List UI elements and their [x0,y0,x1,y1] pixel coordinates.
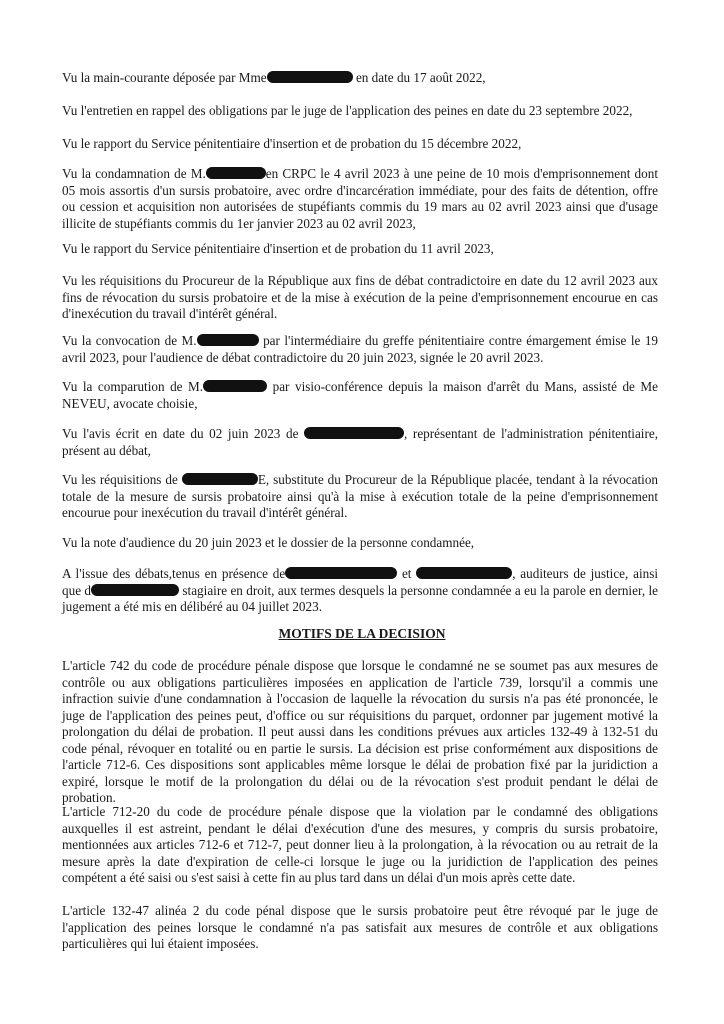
visa-note-audience: Vu la note d'audience du 20 juin 2023 et le dossier de la personne condamnée, [62,535,475,550]
visa-condamnation: Vu la condamnation de M. en CRPC le 4 avril 2023 à une peine de 10 mois d'emprisonnement dont 05 mois assortis d'un sursis probatoire, avec ordre d'incarcération immédiate, pour des faits de détention, offre ou cession et acquisition non autorisées de stupéfiants commis du 19 mars au 02 avril 2023 ainsi que d'usage illicite de stupéfiants commis du 1er janvier 2023 au 02 avril 2023, [62,166,658,231]
visa-entretien: Vu l'entretien en rappel des obligations par le juge de l'application des peines en date du 23 septembre 2022, [62,103,633,118]
redaction [304,427,404,439]
motif-article-712-20: L'article 712-20 du code de procédure pénale dispose que la violation par le condamné des obligations auxquelles il est astreint, pendant le délai d'exécution d'une des mesures, y compris du sursis probatoire, mentionnées aux articles 712-6 et 712-7, peut donner lieu à la prolongation, à la révocation ou au retrait de la mesure après la date d'expiration de celle-ci lorsque le juge ou la juridiction de l'application des peines compétent a été saisi ou s'est saisi à cette fin au plus tard dans un délai d'un mois après cette date. [62,804,658,885]
visa-requisitions-procureur: Vu les réquisitions du Procureur de la République aux fins de débat contradictoire en date du 12 avril 2023 aux fins de révocation du sursis probatoire et de la mise à exécution de la peine d'emprisonnement encourue en cas d'inexécution du travail d'intérêt général. [62,273,658,321]
motif-article-742: L'article 742 du code de procédure pénale dispose que lorsque le condamné ne se soumet pas aux mesures de contrôle ou aux obligations particulières imposées en application de l'article 739, lorsqu'il a commis une infraction suivie d'une condamnation à l'occasion de laquelle la révocation du sursis n'a pas été prononcée, le juge de l'application des peines peut, d'office ou sur réquisitions du parquet, ordonner par jugement motivé la prolongation du délai de probation. Il peut aussi dans les conditions prévues aux articles 132-49 à 132-51 du code pénal, révoquer en totalité ou en partie le sursis. La décision est prise conformément aux dispositions de l'article 712-6. Ces dispositions sont applicables même lorsque le délai de probation fixé par la juridiction a expiré, lorsque le motif de la prolongation du délai ou de la révocation s'est produit pendant le délai de probation. [62,658,658,805]
visa-rapport-spip-2: Vu le rapport du Service pénitentiaire d'insertion et de probation du 11 avril 2023, [62,241,494,256]
redaction [203,380,267,392]
redaction [206,167,266,179]
section-heading: MOTIFS DE LA DECISION [278,626,446,641]
visa-main-courante: Vu la main-courante déposée par Mme en date du 17 août 2022, [62,70,486,85]
visa-comparution: Vu la comparution de M. par visio-conférence depuis la maison d'arrêt du Mans, assisté de Me NEVEU, avocate choisie, [62,379,658,411]
motif-article-132-47: L'article 132-47 alinéa 2 du code pénal dispose que le sursis probatoire peut être révoqué par le juge de l'application des peines lorsque le condamné n'a pas satisfait aux mesures de contrôle et aux obligations particulières qui lui étaient imposées. [62,903,658,951]
redaction [197,334,259,346]
redaction [182,473,258,485]
visa-convocation: Vu la convocation de M. par l'intermédiaire du greffe pénitentiaire contre émargement émise le 19 avril 2023, pour l'audience de débat contradictoire du 20 juin 2023, signée le 20 avril 2023. [62,333,659,365]
redaction [267,71,353,83]
visa-rapport-spip-1: Vu le rapport du Service pénitentiaire d'insertion et de probation du 15 décembre 2022, [62,136,522,151]
redaction [91,584,179,596]
paragraph-debats: A l'issue des débats,tenus en présence de et , auditeurs de justice, ainsi que d stagiaire en droit, aux termes desquels la personne condamnée a eu la parole en dernier, le jugement a été mis en délibéré au 04 juillet 2023. [62,566,659,614]
redaction [416,567,512,579]
visa-requisitions-substitut: Vu les réquisitions de E, substitute du Procureur de la République placée, tendant à la révocation totale de la mesure de sursis probatoire ainsi qu'à la mise à exécution totale de la peine d'emprisonnement encourue pour inexécution du travail d'intérêt général. [62,472,659,520]
redaction [285,567,397,579]
visa-avis-ecrit: Vu l'avis écrit en date du 02 juin 2023 de , représentant de l'administration pénitentiaire, présent au débat, [62,426,659,458]
